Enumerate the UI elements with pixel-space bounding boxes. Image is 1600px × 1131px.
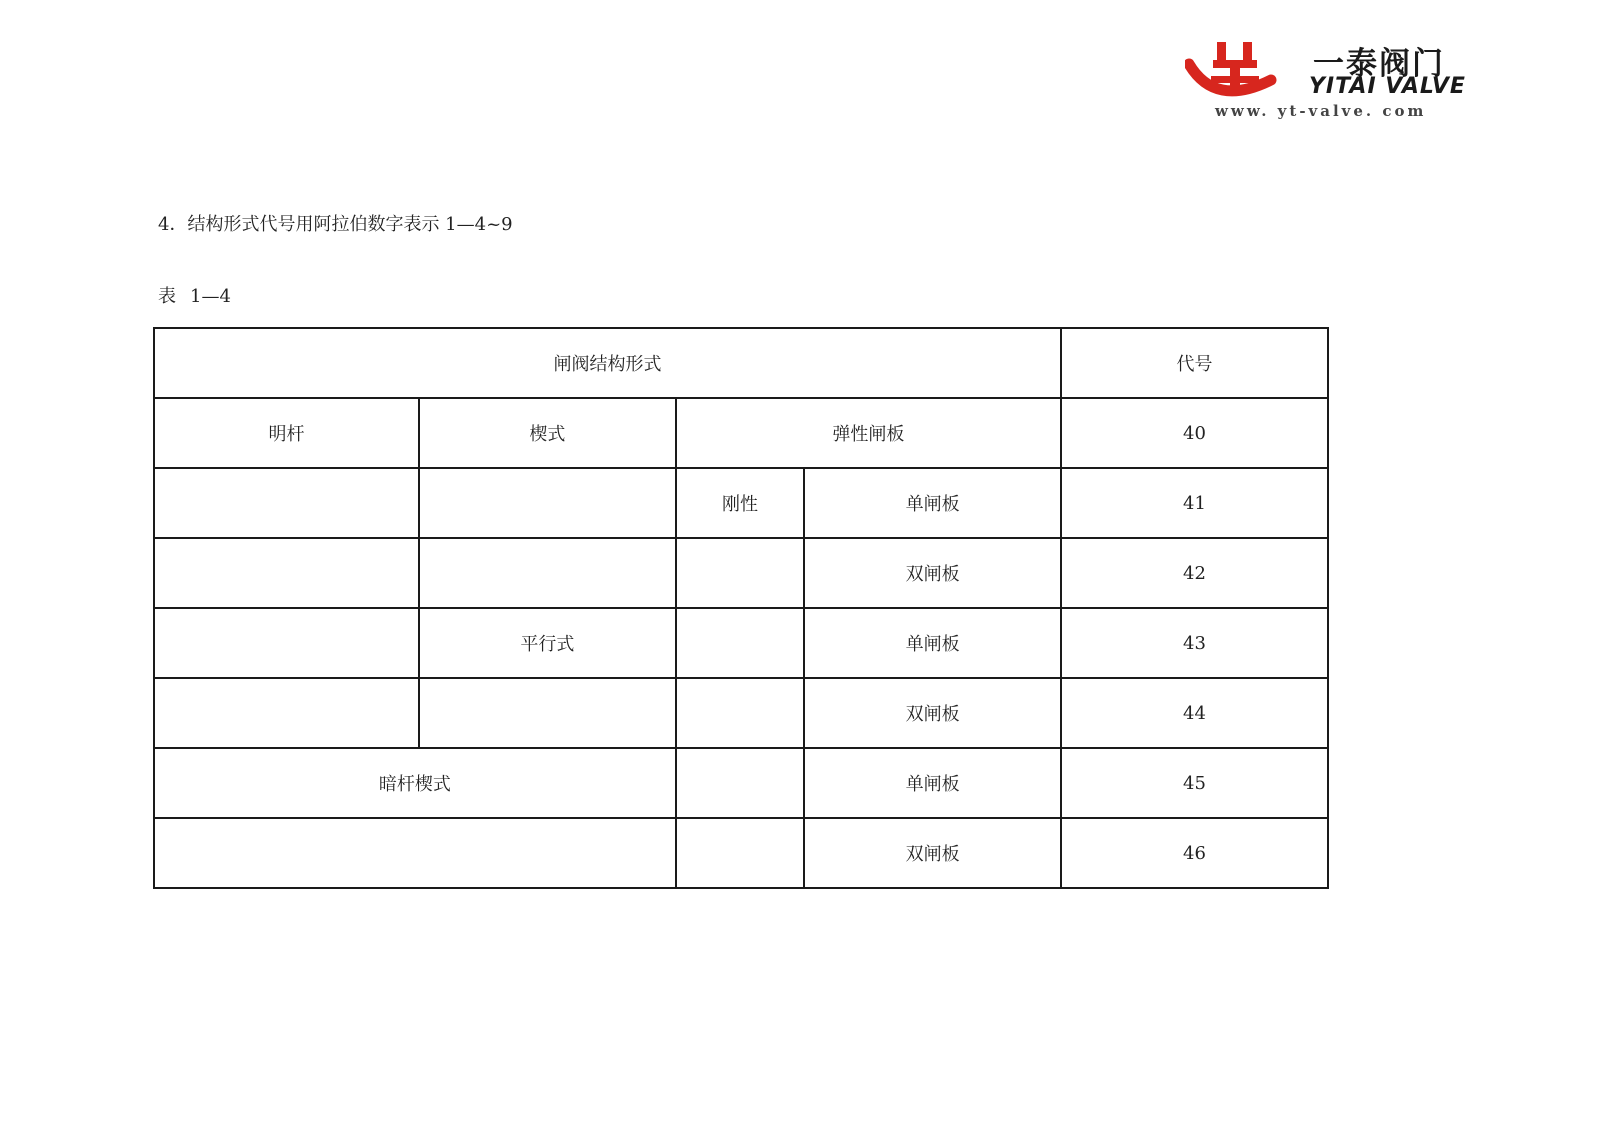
cell-gate-count: 双闸板 — [804, 818, 1061, 888]
yitai-logo-mark-icon — [1185, 36, 1315, 106]
cell-rigidity — [676, 608, 804, 678]
cell-gate-count: 单闸板 — [804, 608, 1061, 678]
table-row — [154, 398, 1328, 468]
logo-website: www. yt-valve. com — [1215, 102, 1427, 120]
cell-rigidity: 刚性 — [676, 468, 804, 538]
cell-gate-count: 双闸板 — [804, 538, 1061, 608]
caption-label: 表 — [158, 286, 176, 307]
table-row — [154, 748, 1328, 818]
cell-gate-count: 双闸板 — [804, 678, 1061, 748]
cell-wedge-type — [419, 678, 676, 748]
cell-gate-count: 单闸板 — [804, 748, 1061, 818]
cell-wedge-type — [419, 538, 676, 608]
cell-stem-type — [154, 678, 419, 748]
table-row — [154, 818, 1328, 888]
cell-stem-type — [154, 468, 419, 538]
cell-gate-count: 单闸板 — [804, 468, 1061, 538]
cell-stem-type — [154, 538, 419, 608]
cell-gate-type: 弹性闸板 — [676, 398, 1061, 468]
cell-stem-type — [154, 608, 419, 678]
cell-stem-type: 明杆 — [154, 398, 419, 468]
table-row — [154, 468, 1328, 538]
table-row — [154, 538, 1328, 608]
cell-stem-wedge-type — [154, 818, 676, 888]
cell-code: 41 — [1061, 468, 1328, 538]
cell-code: 45 — [1061, 748, 1328, 818]
header-structure: 闸阀结构形式 — [154, 328, 1061, 398]
cell-code: 40 — [1061, 398, 1328, 468]
cell-stem-wedge-type: 暗杆楔式 — [154, 748, 676, 818]
cell-rigidity — [676, 678, 804, 748]
table-row — [154, 678, 1328, 748]
logo-english-name: YITAI VALVE — [1309, 74, 1466, 99]
caption-number: 1—4 — [190, 286, 231, 307]
cell-code: 44 — [1061, 678, 1328, 748]
cell-rigidity — [676, 748, 804, 818]
cell-wedge-type — [419, 468, 676, 538]
table-header-row — [154, 328, 1328, 398]
table-caption — [158, 282, 231, 308]
cell-rigidity — [676, 818, 804, 888]
logo-chinese-name: 一泰阀门 — [1313, 46, 1445, 82]
table-row — [154, 608, 1328, 678]
cell-wedge-type: 平行式 — [419, 608, 676, 678]
header-code: 代号 — [1061, 328, 1328, 398]
cell-code: 42 — [1061, 538, 1328, 608]
company-logo — [1185, 36, 1515, 126]
cell-wedge-type: 楔式 — [419, 398, 676, 468]
cell-rigidity — [676, 538, 804, 608]
cell-code: 46 — [1061, 818, 1328, 888]
section-heading: 4．结构形式代号用阿拉伯数字表示 1—4~9 — [158, 214, 513, 235]
gate-valve-structure-table — [153, 327, 1329, 889]
cell-code: 43 — [1061, 608, 1328, 678]
